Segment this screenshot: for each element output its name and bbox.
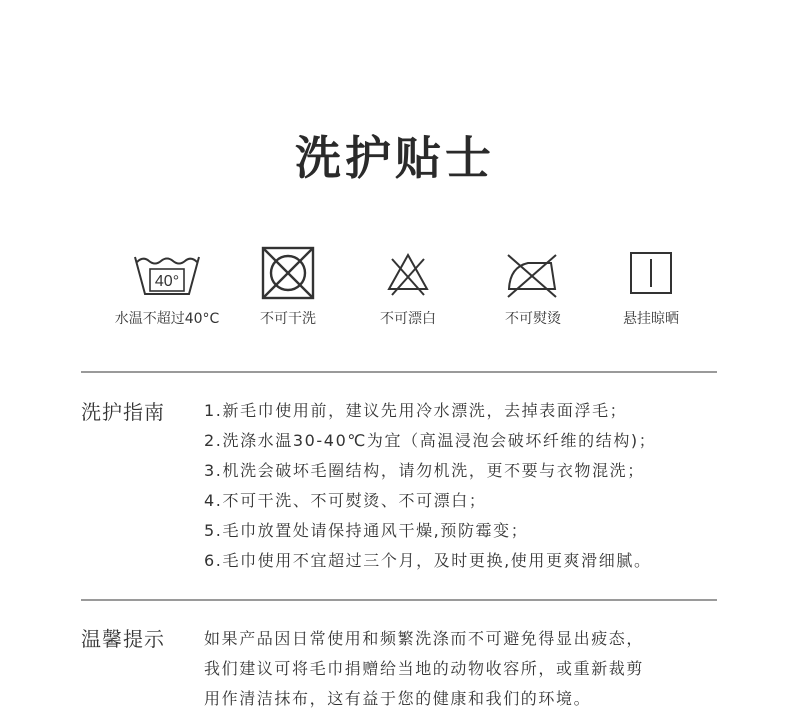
- care-guide-heading: 洗护指南: [81, 400, 165, 424]
- wash-40-icon: [132, 245, 202, 297]
- care-guide-line: 4.不可干洗、不可熨烫、不可漂白；: [204, 491, 487, 510]
- page-title: 洗护贴士: [295, 131, 495, 185]
- divider-top: [81, 371, 717, 373]
- care-symbol-no-bleach: [338, 245, 478, 327]
- care-guide-line: 1.新毛巾使用前，建议先用冷水漂洗，去掉表面浮毛；: [204, 401, 628, 420]
- icon-label-no-iron: 不可熨烫: [505, 311, 561, 327]
- tips-heading: 温馨提示: [81, 627, 165, 651]
- icon-label-wash-temp: 水温不超过40°C: [114, 311, 220, 327]
- tips-line: 用作清洁抹布，这有益于您的健康和我们的环境。: [204, 689, 592, 708]
- care-symbol-wash-40: [97, 245, 237, 327]
- icon-label-no-dry-clean: 不可干洗: [260, 311, 316, 327]
- care-guide-line: 2.洗涤水温30-40℃为宜（高温浸泡会破坏纤维的结构)；: [204, 431, 657, 450]
- care-symbol-hang-dry: [581, 245, 721, 327]
- divider-bottom: [81, 599, 717, 601]
- care-guide-line: 6.毛巾使用不宜超过三个月，及时更换,使用更爽滑细腻。: [204, 551, 652, 570]
- hang-dry-icon: [623, 245, 679, 301]
- no-iron-icon: [500, 245, 566, 301]
- care-symbol-no-dry-clean: [218, 245, 358, 327]
- tips-line: 我们建议可将毛巾捐赠给当地的动物收容所，或重新裁剪: [204, 659, 645, 678]
- icon-label-no-bleach: 不可漂白: [380, 311, 436, 327]
- no-bleach-icon: [380, 245, 436, 301]
- icon-label-hang-dry: 悬挂晾晒: [623, 311, 679, 327]
- no-dry-clean-icon: [260, 245, 316, 301]
- tips-line: 如果产品因日常使用和频繁洗涤而不可避免得显出疲态，: [204, 629, 645, 648]
- wash-temperature-text: 40°: [154, 273, 180, 290]
- care-guide-line: 5.毛巾放置处请保持通风干燥,预防霉变；: [204, 521, 529, 540]
- care-guide-line: 3.机洗会破坏毛圈结构，请勿机洗，更不要与衣物混洗；: [204, 461, 645, 480]
